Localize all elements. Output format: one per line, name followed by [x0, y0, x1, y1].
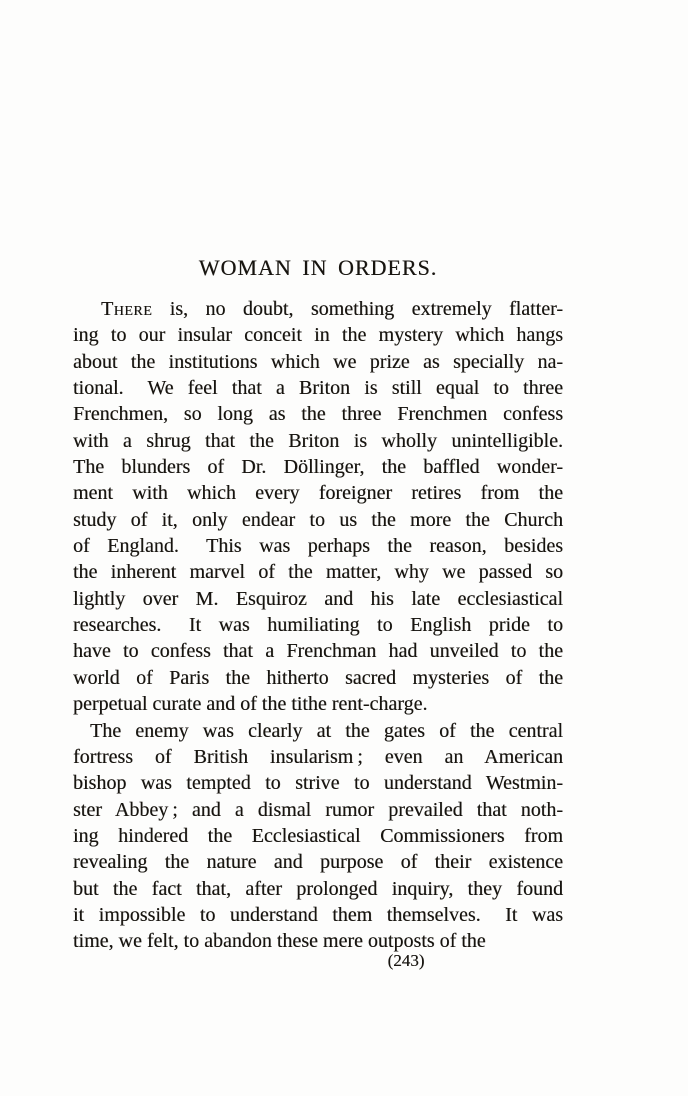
- paragraph: [73, 296, 563, 718]
- page-number: (243): [387, 951, 425, 970]
- text-line: bishop was tempted to strive to understand Westmin-: [73, 772, 563, 795]
- paragraph: [73, 718, 563, 955]
- text-line: study of it, only endear to us the more the Church: [73, 508, 563, 531]
- text-line: ster Abbey ; and a dismal rumor prevailed that noth-: [73, 798, 563, 821]
- text-line: have to confess that a Frenchman had unveiled to the: [73, 640, 563, 663]
- body-text: [73, 296, 563, 955]
- text-line: with a shrug that the Briton is wholly unintelligible.: [73, 429, 563, 452]
- text-line: world of Paris the hitherto sacred mysteries of the: [73, 666, 563, 689]
- text-line: the inherent marvel of the matter, why we passed so: [73, 561, 563, 584]
- text-line: about the institutions which we prize as specially na-: [73, 350, 563, 373]
- text-line: The blunders of Dr. Döllinger, the baffled wonder-: [73, 456, 563, 479]
- smallcaps-lead-word: There: [101, 298, 153, 320]
- text-line: revealing the nature and purpose of their existence: [73, 851, 563, 874]
- text-line: of England. This was perhaps the reason, besides: [73, 535, 563, 558]
- text-line: fortress of British insularism ; even an American: [73, 745, 563, 768]
- text-line: Frenchmen, so long as the three Frenchmen confess: [73, 403, 563, 426]
- text-line: but the fact that, after prolonged inquiry, they found: [73, 877, 563, 900]
- text-line: it impossible to understand them themselves. It was: [73, 903, 563, 926]
- text-line: tional. We feel that a Briton is still equal to three: [73, 377, 563, 400]
- text-line: lightly over M. Esquiroz and his late ecclesiastical: [73, 587, 563, 610]
- text-line: The enemy was clearly at the gates of the central: [90, 719, 563, 742]
- text-line: time, we felt, to abandon these mere outposts of the: [73, 930, 486, 953]
- page-title: WOMAN IN ORDERS.: [198, 255, 438, 280]
- text-line: ing hindered the Ecclesiastical Commissioners from: [73, 824, 563, 847]
- text-line: ment with which every foreigner retires from the: [73, 482, 563, 505]
- text-line: perpetual curate and of the tithe rent-charge.: [73, 693, 428, 716]
- text-line: ing to our insular conceit in the mystery which hangs: [73, 324, 563, 347]
- text-line: researches. It was humiliating to English pride to: [73, 614, 563, 637]
- text-line: There is, no doubt, something extremely flatter-: [101, 298, 563, 320]
